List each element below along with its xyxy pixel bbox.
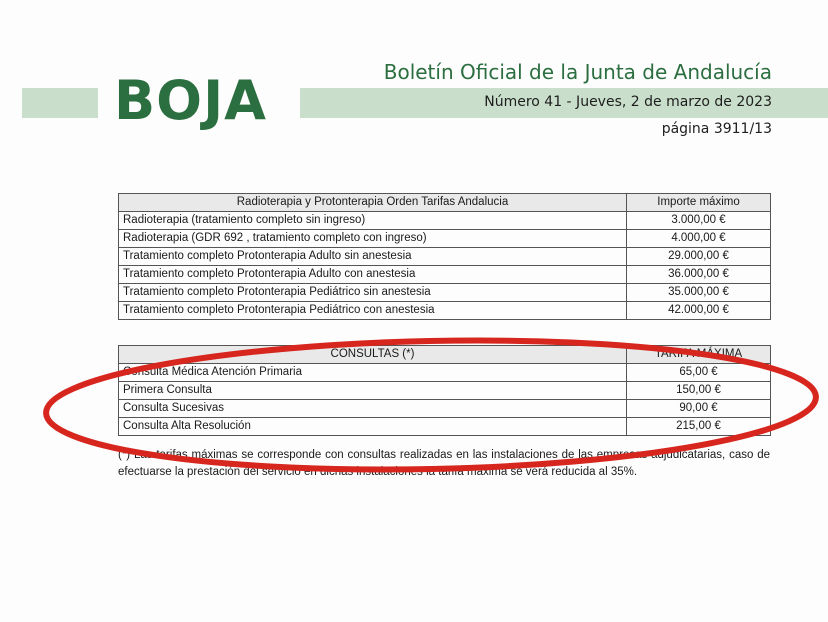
row-amount: 35.000,00 € [627, 284, 771, 302]
row-amount: 215,00 € [627, 418, 771, 436]
table-row [119, 284, 771, 302]
row-label: Consulta Sucesivas [119, 400, 627, 418]
table-row [119, 418, 771, 436]
boja-logo: BOJA [114, 69, 267, 132]
consultations-table [118, 345, 771, 436]
row-label: Tratamiento completo Protonterapia Adulto con anestesia [119, 266, 627, 284]
row-label: Primera Consulta [119, 382, 627, 400]
row-label: Radioterapia (tratamiento completo sin ingreso) [119, 212, 627, 230]
table-row [119, 230, 771, 248]
radiotherapy-table [118, 193, 771, 320]
bulletin-title: Boletín Oficial de la Junta de Andalucía [383, 60, 772, 84]
table-header-cell: Radioterapia y Protonterapia Orden Tarifas Andalucia [119, 194, 627, 212]
row-amount: 150,00 € [627, 382, 771, 400]
table-row [119, 302, 771, 320]
row-label: Tratamiento completo Protonterapia Adulto sin anestesia [119, 248, 627, 266]
table-row [119, 364, 771, 382]
row-label: Tratamiento completo Protonterapia Pediátrico sin anestesia [119, 284, 627, 302]
row-amount: 36.000,00 € [627, 266, 771, 284]
table-header-cell: CONSULTAS (*) [119, 346, 627, 364]
row-amount: 42.000,00 € [627, 302, 771, 320]
row-amount: 65,00 € [627, 364, 771, 382]
table-header-row [119, 346, 771, 364]
row-label: Consulta Médica Atención Primaria [119, 364, 627, 382]
row-label: Radioterapia (GDR 692 , tratamiento completo con ingreso) [119, 230, 627, 248]
row-amount: 4.000,00 € [627, 230, 771, 248]
table-row [119, 266, 771, 284]
row-amount: 90,00 € [627, 400, 771, 418]
issue-info: Número 41 - Jueves, 2 de marzo de 2023 [484, 94, 772, 110]
table-row [119, 382, 771, 400]
table-row [119, 248, 771, 266]
table-header-row [119, 194, 771, 212]
row-label: Consulta Alta Resolución [119, 418, 627, 436]
page-number: página 3911/13 [661, 121, 772, 137]
table-header-cell: Importe máximo [627, 194, 771, 212]
table-header-cell: TARIFA MÁXIMA [627, 346, 771, 364]
table-row [119, 400, 771, 418]
row-amount: 29.000,00 € [627, 248, 771, 266]
row-label: Tratamiento completo Protonterapia Pediátrico con anestesia [119, 302, 627, 320]
table-row [119, 212, 771, 230]
row-amount: 3.000,00 € [627, 212, 771, 230]
header-band-left [22, 88, 98, 118]
footnote: (*) Las tarifas máximas se corresponde con consultas realizadas en las instalaciones de las empresas adjudicatarias, caso de efectuarse la prestación del servicio en dichas instalaciones la tarifa máxima se verá reducida al 35%. [118, 449, 770, 478]
